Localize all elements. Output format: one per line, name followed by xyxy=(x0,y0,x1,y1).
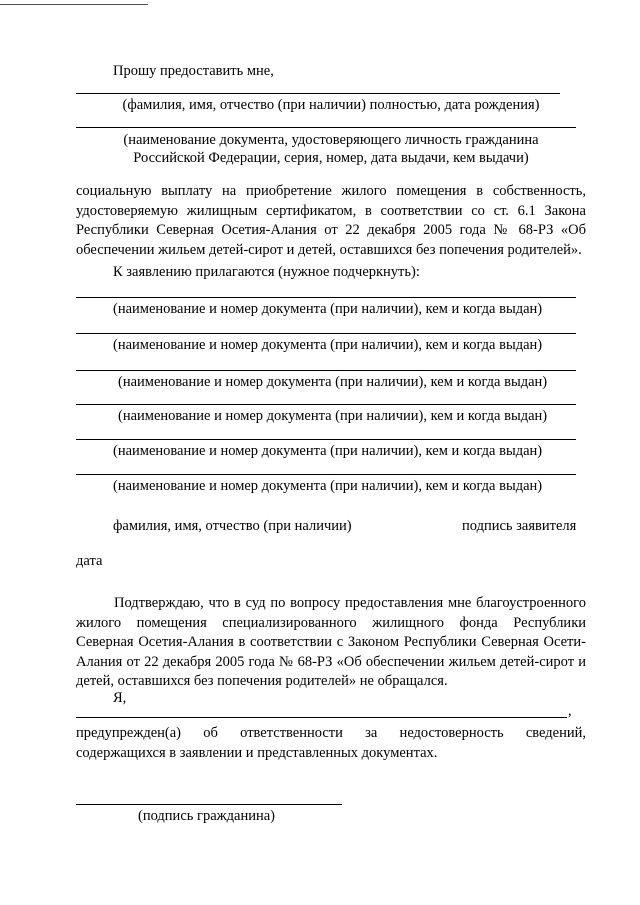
id-doc-caption-line1: (наименование документа, удостоверяющего личность гражданина xyxy=(123,132,539,148)
attachment-line-1[interactable] xyxy=(76,297,576,298)
warned-paragraph: предупрежден(а) об ответственности за недостоверность сведений, содержащихся в заявлении и представленных документах. xyxy=(76,725,586,761)
signature-fio-label: фамилия, имя, отчество (при наличии) xyxy=(113,518,352,534)
id-doc-input-line[interactable] xyxy=(76,127,576,128)
intro-text: Прошу предоставить мне, xyxy=(113,63,274,79)
body-paragraph: социальную выплату на приобретение жилого помещения в собственность, удостоверяемую жилищным сертификатом, в соответствии со ст. 6.1 Закона Республики Северная Осетия-Алания от 22 декабря 2005 года № 68-РЗ «Об обеспечении жильем детей-сирот и детей, оставшихся без попечения родителей». xyxy=(76,183,586,258)
citizen-signature-label: (подпись гражданина) xyxy=(138,808,275,824)
attachment-line-6[interactable] xyxy=(76,474,576,475)
signature-applicant-label: подпись заявителя xyxy=(462,518,577,534)
attachments-label: К заявлению прилагаются (нужное подчеркнуть): xyxy=(113,264,420,280)
attachment-line-4[interactable] xyxy=(76,404,576,405)
attachment-line-2[interactable] xyxy=(76,333,576,334)
attachment-caption-5: (наименование и номер документа (при наличии), кем и когда выдан) xyxy=(113,443,543,459)
citizen-name-line[interactable] xyxy=(76,717,567,718)
date-label: дата xyxy=(76,553,103,569)
fio-caption: (фамилия, имя, отчество (при наличии) полностью, дата рождения) xyxy=(122,97,540,113)
id-doc-caption-line2: Российской Федерации, серия, номер, дата выдачи, кем выдачи) xyxy=(133,150,529,166)
top-edge-rule xyxy=(0,4,148,5)
attachment-caption-1: (наименование и номер документа (при наличии), кем и когда выдан) xyxy=(113,301,543,317)
attachment-line-3[interactable] xyxy=(76,370,576,371)
attachment-caption-6: (наименование и номер документа (при наличии), кем и когда выдан) xyxy=(113,478,543,494)
attachment-caption-2: (наименование и номер документа (при наличии), кем и когда выдан) xyxy=(113,337,543,353)
attachment-caption-4: (наименование и номер документа (при наличии), кем и когда выдан) xyxy=(118,408,548,424)
comma-mark: , xyxy=(568,703,572,719)
attachment-line-5[interactable] xyxy=(76,439,576,440)
attachment-caption-3: (наименование и номер документа (при наличии), кем и когда выдан) xyxy=(118,374,548,390)
ya-label: Я, xyxy=(113,690,127,706)
citizen-signature-line[interactable] xyxy=(76,804,342,805)
fio-input-line[interactable] xyxy=(76,93,560,94)
confirm-paragraph: Подтверждаю, что в суд по вопросу предоставления мне благоустроенного жилого помещения специализированного жилищного фонда Республики Северная Осетия-Алания в соответствии с Законом Республики Северная Осети-Алания от 22 декабря 2005 года № 68-РЗ «Об обеспечении жильем детей-сирот и детей, оставшихся без попечения родителей» не обращался. xyxy=(76,595,586,689)
